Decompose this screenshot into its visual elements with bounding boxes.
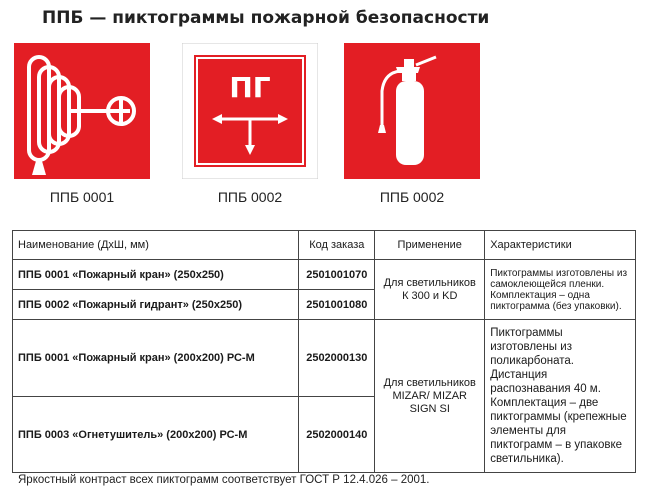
order-code: 2501001070 xyxy=(299,260,375,290)
sign-caption-3: ППБ 0002 xyxy=(379,189,445,205)
fire-extinguisher-sign xyxy=(344,43,480,179)
page-title: ППБ — пиктограммы пожарной безопасности xyxy=(42,8,490,28)
hydrant-label: ПГ xyxy=(229,71,271,104)
sign-caption-2: ППБ 0002 xyxy=(217,189,283,205)
column-header-code: Код заказа xyxy=(299,231,375,260)
fire-extinguisher-icon xyxy=(344,43,480,179)
characteristics-cell: Пиктограммы изготовлены из поликарбоната. Дистанция распознавания 40 м. Комплектация – две пиктограммы (крепежные элементы для пиктограмм – в упаковке светильника). xyxy=(485,320,636,473)
fire-hose-sign xyxy=(14,43,150,179)
order-code: 2502000140 xyxy=(299,397,375,473)
column-header-application: Применение xyxy=(375,231,485,260)
table-row xyxy=(13,320,636,397)
fire-hose-icon xyxy=(14,43,150,179)
product-name: ППБ 0002 «Пожарный гидрант» (250х250) xyxy=(13,290,299,320)
column-header-characteristics: Характеристики xyxy=(485,231,636,260)
fire-hydrant-sign xyxy=(182,43,318,179)
product-table xyxy=(12,230,636,473)
product-name: ППБ 0001 «Пожарный кран» (250х250) xyxy=(13,260,299,290)
application-cell: Для светильников К 300 и KD xyxy=(375,260,485,320)
product-name: ППБ 0001 «Пожарный кран» (200х200) РС-М xyxy=(13,320,299,397)
order-code: 2501001080 xyxy=(299,290,375,320)
order-code: 2502000130 xyxy=(299,320,375,397)
application-cell: Для светильников MIZAR/ MIZAR SIGN SI xyxy=(375,320,485,473)
fire-hydrant-icon xyxy=(182,43,318,179)
footnote: Яркостный контраст всех пиктограмм соответствует ГОСТ Р 12.4.026 – 2001. xyxy=(18,474,430,486)
table-header-row xyxy=(13,231,636,260)
sign-caption-1: ППБ 0001 xyxy=(49,189,115,205)
column-header-name: Наименование (ДхШ, мм) xyxy=(13,231,299,260)
product-name: ППБ 0003 «Огнетушитель» (200х200) РС-М xyxy=(13,397,299,473)
characteristics-cell: Пиктограммы изготовлены из самоклеющейся пленки. Комплектация – одна пиктограмма (без упаковки). xyxy=(485,260,636,320)
table-row xyxy=(13,260,636,290)
